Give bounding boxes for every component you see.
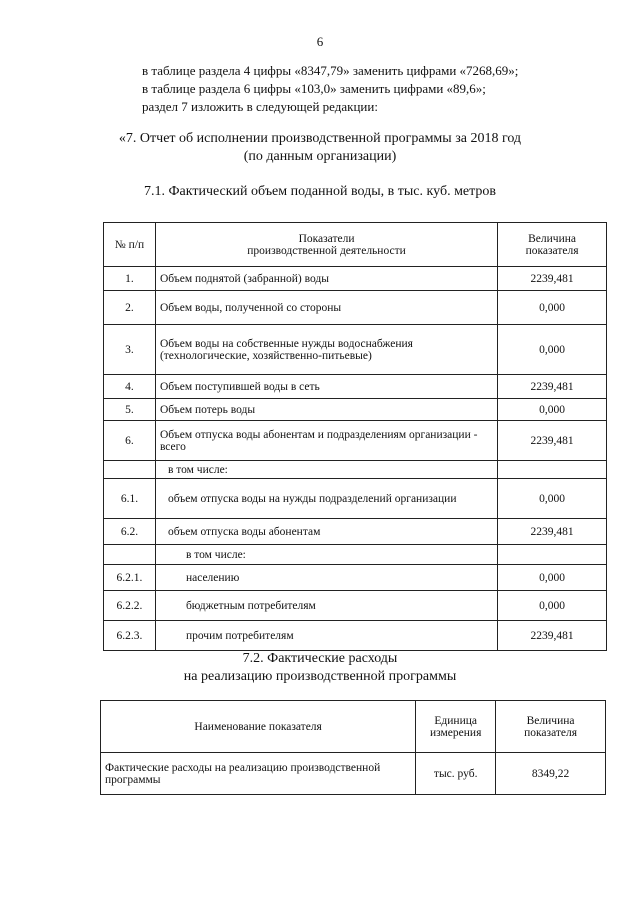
intro-text <box>142 62 518 116</box>
intro-line: раздел 7 изложить в следующей редакции: <box>142 99 378 114</box>
table-row <box>104 545 607 565</box>
row-value: 0,000 <box>498 479 607 519</box>
section-7-2-title: 7.2. Фактические расходы <box>242 651 398 666</box>
row-num: 6.2.2. <box>104 591 156 621</box>
row-name: Объем отпуска воды абонентам и подразделениям организации - всего <box>155 421 497 461</box>
row-value: 2239,481 <box>498 375 607 399</box>
row-value: 0,000 <box>498 591 607 621</box>
row-name: Объем поступившей воды в сеть <box>155 375 497 399</box>
row-name: в том числе: <box>155 461 497 479</box>
table-row <box>104 399 607 421</box>
row-name: бюджетным потребителям <box>155 591 497 621</box>
table-header-row <box>101 701 606 753</box>
row-num: 6.2. <box>104 519 156 545</box>
row-value <box>498 545 607 565</box>
table-row <box>104 565 607 591</box>
row-num: 4. <box>104 375 156 399</box>
section-7-title: «7. Отчет об исполнении производственной программы за 2018 год <box>118 131 522 146</box>
intro-line: в таблице раздела 4 цифры «8347,79» заменить цифрами «7268,69»; <box>142 63 519 78</box>
header-indicator <box>155 223 497 267</box>
row-value: 0,000 <box>498 325 607 375</box>
row-num <box>104 545 156 565</box>
table-row <box>101 753 606 795</box>
table-row <box>104 421 607 461</box>
header-num: № п/п <box>104 223 156 267</box>
row-name: населению <box>155 565 497 591</box>
header-indicator-line2: производственной деятельности <box>247 244 406 257</box>
row-value: 8349,22 <box>496 753 606 795</box>
row-name: прочим потребителям <box>155 621 497 651</box>
intro-line: в таблице раздела 6 цифры «103,0» заменить цифрами «89,6»; <box>142 81 486 96</box>
row-unit: тыс. руб. <box>416 753 496 795</box>
header-value <box>498 223 607 267</box>
row-num: 6.1. <box>104 479 156 519</box>
header-value <box>496 701 606 753</box>
header-value-line2: показателя <box>525 244 579 257</box>
row-value: 2239,481 <box>498 621 607 651</box>
section-7-2-subtitle: на реализацию производственной программы <box>183 669 457 684</box>
row-num: 6.2.1. <box>104 565 156 591</box>
table-row <box>104 291 607 325</box>
row-num: 6.2.3. <box>104 621 156 651</box>
row-num: 5. <box>104 399 156 421</box>
row-value: 0,000 <box>498 291 607 325</box>
header-indicator-line1: Показатели <box>298 232 355 245</box>
row-num: 1. <box>104 267 156 291</box>
table-row <box>104 461 607 479</box>
row-name: Объем воды на собственные нужды водоснабжения (технологические, хозяйственно-питьевые) <box>155 325 497 375</box>
section-7-subtitle: (по данным организации) <box>243 149 397 164</box>
water-volume-table <box>103 222 607 651</box>
page-number: 6 <box>316 34 324 49</box>
table-row <box>104 479 607 519</box>
row-name: Фактические расходы на реализацию производственной программы <box>101 753 416 795</box>
row-value: 2239,481 <box>498 421 607 461</box>
row-value: 2239,481 <box>498 519 607 545</box>
row-name: в том числе: <box>155 545 497 565</box>
row-value: 0,000 <box>498 565 607 591</box>
table-row <box>104 519 607 545</box>
row-name: Объем потерь воды <box>155 399 497 421</box>
header-value-line2: показателя <box>524 726 578 739</box>
row-name: объем отпуска воды абонентам <box>155 519 497 545</box>
table-row <box>104 621 607 651</box>
row-num <box>104 461 156 479</box>
header-unit-line2: измерения <box>430 726 482 739</box>
row-num: 2. <box>104 291 156 325</box>
table-row <box>104 267 607 291</box>
row-name: Объем поднятой (забранной) воды <box>155 267 497 291</box>
row-value: 2239,481 <box>498 267 607 291</box>
table-row <box>104 375 607 399</box>
table-row <box>104 325 607 375</box>
header-unit-line1: Единица <box>434 714 477 727</box>
header-unit <box>416 701 496 753</box>
table-row <box>104 591 607 621</box>
header-indicator-name: Наименование показателя <box>101 701 416 753</box>
row-value <box>498 461 607 479</box>
expenses-table <box>100 700 606 795</box>
table-header-row <box>104 223 607 267</box>
row-value: 0,000 <box>498 399 607 421</box>
row-name: объем отпуска воды на нужды подразделений организации <box>155 479 497 519</box>
row-num: 6. <box>104 421 156 461</box>
row-name: Объем воды, полученной со стороны <box>155 291 497 325</box>
row-num: 3. <box>104 325 156 375</box>
header-value-line1: Величина <box>526 714 575 727</box>
section-7-1-title: 7.1. Фактический объем поданной воды, в тыс. куб. метров <box>143 184 497 199</box>
header-value-line1: Величина <box>528 232 576 245</box>
